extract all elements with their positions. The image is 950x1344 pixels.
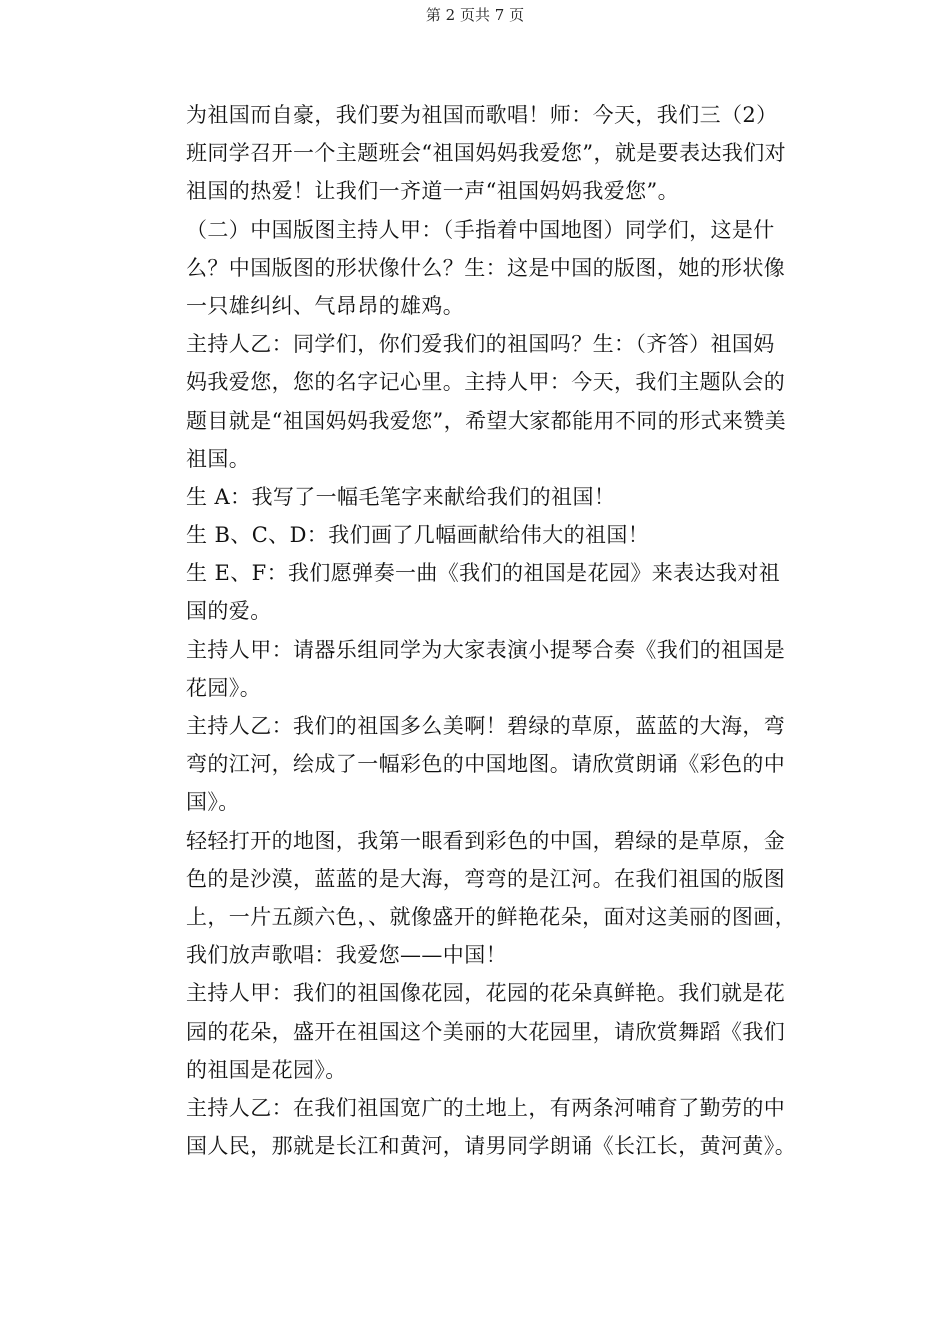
- text-line: 弯的江河，绘成了一幅彩色的中国地图。请欣赏朗诵《彩色的中: [186, 752, 786, 777]
- text-line: 主持人乙：我们的祖国多么美啊！碧绿的草原，蓝蓝的大海，弯: [186, 714, 786, 738]
- text-line: 生 A：我写了一幅毛笔字来献给我们的祖国！: [186, 484, 616, 509]
- text-line: 祖国。: [186, 446, 251, 471]
- text-line: 主持人乙：同学们，你们爱我们的祖国吗？生：（齐答）祖国妈: [186, 332, 775, 357]
- text-line: 祖国的热爱！让我们一齐道一声“祖国妈妈我爱您”。: [186, 179, 680, 204]
- text-line: 花园》。: [186, 675, 262, 700]
- text-line: 轻轻打开的地图，我第一眼看到彩色的中国，碧绿的是草原，金: [186, 828, 786, 853]
- text-line: 为祖国而自豪，我们要为祖国而歌唱！师：今天，我们三（2）: [186, 103, 778, 127]
- text-line: 题目就是“祖国妈妈我爱您”，希望大家都能用不同的形式来赞美: [186, 408, 787, 433]
- text-line: 么？中国版图的形状像什么？生：这是中国的版图，她的形状像: [186, 255, 786, 280]
- text-line: 国》。: [186, 790, 240, 815]
- text-line: 园的花朵，盛开在祖国这个美丽的大花园里，请欣赏舞蹈《我们: [186, 1019, 786, 1044]
- text-line: 妈我爱您，您的名字记心里。主持人甲：今天，我们主题队会的: [186, 370, 786, 395]
- text-line: 国人民，那就是长江和黄河，请男同学朗诵《长江长，黄河黄》。: [186, 1134, 797, 1159]
- text-line: 国的爱。: [186, 599, 272, 624]
- page-number-indicator: 第 2 页共 7 页: [425, 6, 525, 24]
- text-line: 上，一片五颜六色，、就像盛开的鲜艳花朵，面对这美丽的图画，: [186, 904, 797, 929]
- text-line: 班同学召开一个主题班会“祖国妈妈我爱您”，就是要表达我们对: [186, 141, 787, 166]
- text-line: 主持人甲：我们的祖国像花园，花园的花朵真鲜艳。我们就是花: [186, 981, 786, 1006]
- text-line: 一只雄纠纠、气昂昂的雄鸡。: [186, 293, 465, 318]
- text-line: 的祖国是花园》。: [186, 1057, 347, 1082]
- text-line: 生 E、F：我们愿弹奏一曲《我们的祖国是花园》来表达我对祖: [186, 561, 781, 586]
- document-body: [186, 96, 836, 1165]
- text-line: （二）中国版图主持人甲：（手指着中国地图）同学们，这是什: [186, 217, 775, 242]
- text-line: 生 B、C、D：我们画了几幅画献给伟大的祖国！: [186, 523, 650, 548]
- text-line: 主持人甲：请器乐组同学为大家表演小提琴合奏《我们的祖国是: [186, 637, 786, 662]
- text-line: 我们放声歌唱：我爱您——中国！: [186, 943, 507, 968]
- page-header: [0, 4, 950, 26]
- text-line: 色的是沙漠，蓝蓝的是大海，弯弯的是江河。在我们祖国的版图: [186, 866, 786, 891]
- text-line: 主持人乙：在我们祖国宽广的土地上，有两条河哺育了勤劳的中: [186, 1095, 786, 1120]
